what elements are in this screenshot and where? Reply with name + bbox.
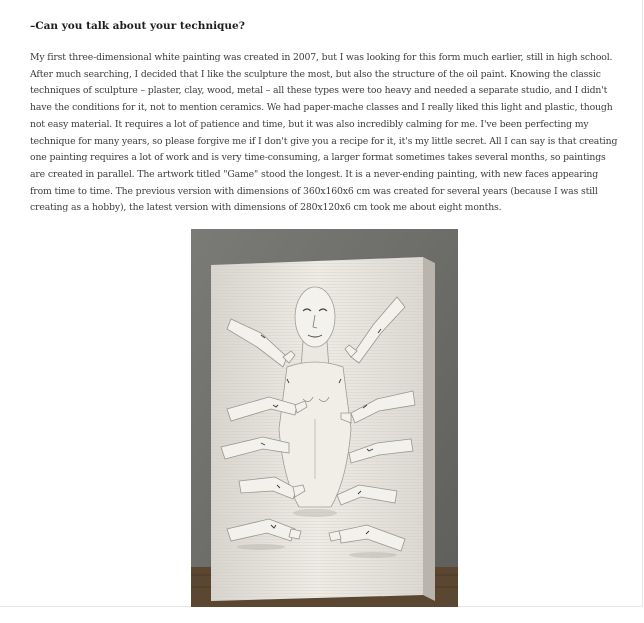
interview-answer: My first three-dimensional white painting was created in 2007, but I was looking for this form much earlier, still in high school. After much searching, I decided that I like the sculpture the most, but also the structure of the oil paint. Knowing the classic techniques of sculpture – plaster, clay, wood, metal – all these types were too heavy and needed a separate studio, and I didn't have the conditions for it, not to mention ceramics. We had paper-mache classes and I really liked this light and plastic, though not easy material. It requires a lot of patience and time, but it was also incredibly calming for me. I've been perfecting my technique for many years, so please forgive me if I don't give you a recipe for it, it's my little secret. All I can say is that creating one painting requires a lot of work and is very time-consuming, a larger format sometimes takes several months, so paintings are created in parallel. The artwork titled "Game" stood the longest. It is a never-ending painting, with new faces appearing from time to time. The previous version with dimensions of 360x160x6 cm was created for several years (because I was still creating as a hobby), the latest version with dimensions of 280x120x6 cm took me about eight months.	[30, 52, 618, 214]
interview-question: –Can you talk about your technique?	[30, 20, 245, 32]
artwork-photo	[191, 229, 458, 607]
canvas-side	[423, 257, 435, 601]
artwork-photo-drawing	[191, 229, 458, 607]
article	[30, 18, 620, 217]
